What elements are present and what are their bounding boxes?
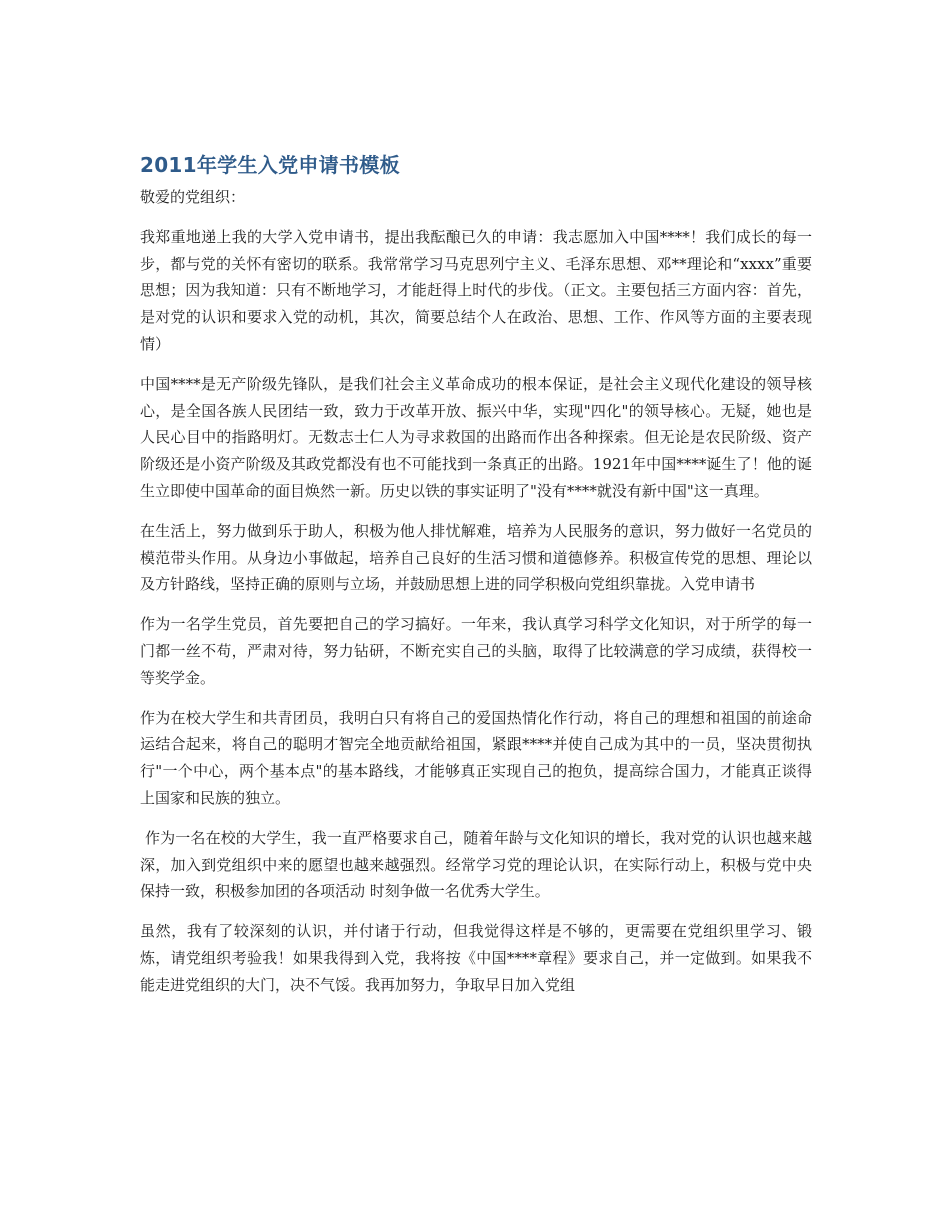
paragraph-intro: 我郑重地递上我的大学入党申请书，提出我酝酿已久的申请：我志愿加入中国****！我们成长的每一步，都与党的关怀有密切的联系。我常常学习马克思列宁主义、毛泽东思想、邓**理论和“xxxx”重要思想；因为我知道：只有不断地学习，才能赶得上时代的步伐。（正文。主要包括三方面内容：首先，是对党的认识和要求入党的动机，其次，简要总结个人在政治、思想、工作、作风等方面的主要表现情） [140,227,812,353]
paragraph-daily-life: 在生活上，努力做到乐于助人，积极为他人排忧解难，培养为人民服务的意识，努力做好一名党员的模范带头作用。从身边小事做起，培养自己良好的生活习惯和道德修养。积极宣传党的思想、理论以及方针路线，坚持正确的原则与立场，并鼓励思想上进的同学积极向党组织靠拢。入党申请书 [140,521,812,594]
paragraph-study: 作为一名学生党员，首先要把自己的学习搞好。一年来，我认真学习科学文化知识，对于所学的每一门都一丝不苟，严肃对待，努力钻研，不断充实自己的头脑，取得了比较满意的学习成绩，获得校一等奖学金。 [140,615,812,687]
paragraph-patriotism: 作为在校大学生和共青团员，我明白只有将自己的爱国热情化作行动，将自己的理想和祖国的前途命运结合起来，将自己的聪明才智完全地贡献给祖国，紧跟****并使自己成为其中的一员，坚决贯彻执行"一个中心，两个基本点"的基本路线，才能够真正实现自己的抱负，提高综合国力，才能真正谈得上国家和民族的独立。 [140,708,812,807]
document-page [140,152,812,1012]
greeting-line: 敬爱的党组织： [140,188,246,206]
paragraph-self-discipline: 作为一名在校的大学生，我一直严格要求自己，随着年龄与文化知识的增长，我对党的认识也越来越深，加入到党组织中来的愿望也越来越强烈。经常学习党的理论认识，在实际行动上，积极与党中央保持一致，积极参加团的各项活动 时刻争做一名优秀大学生。 [140,828,812,901]
paragraph-party-history: 中国****是无产阶级先锋队，是我们社会主义革命成功的根本保证，是社会主义现代化建设的领导核心，是全国各族人民团结一致，致力于改革开放、振兴中华，实现"四化"的领导核心。无疑，她也是人民心目中的指路明灯。无数志士仁人为寻求救国的出路而作出各种探索。但无论是农民阶级、资产阶级还是小资产阶级及其政党都没有也不可能找到一条真正的出路。1921年中国****诞生了！他的诞生立即使中国革命的面目焕然一新。历史以铁的事实证明了"没有****就没有新中国"这一真理。 [140,374,812,500]
document-title: 2011年学生入党申请书模板 [140,153,400,177]
paragraph-conclusion: 虽然，我有了较深刻的认识，并付诸于行动，但我觉得这样是不够的，更需要在党组织里学习、锻炼，请党组织考验我！如果我得到入党，我将按《中国****章程》要求自己，并一定做到。如果我不能走进党组织的大门，决不气馁。我再加努力，争取早日加入党组 [140,922,812,994]
